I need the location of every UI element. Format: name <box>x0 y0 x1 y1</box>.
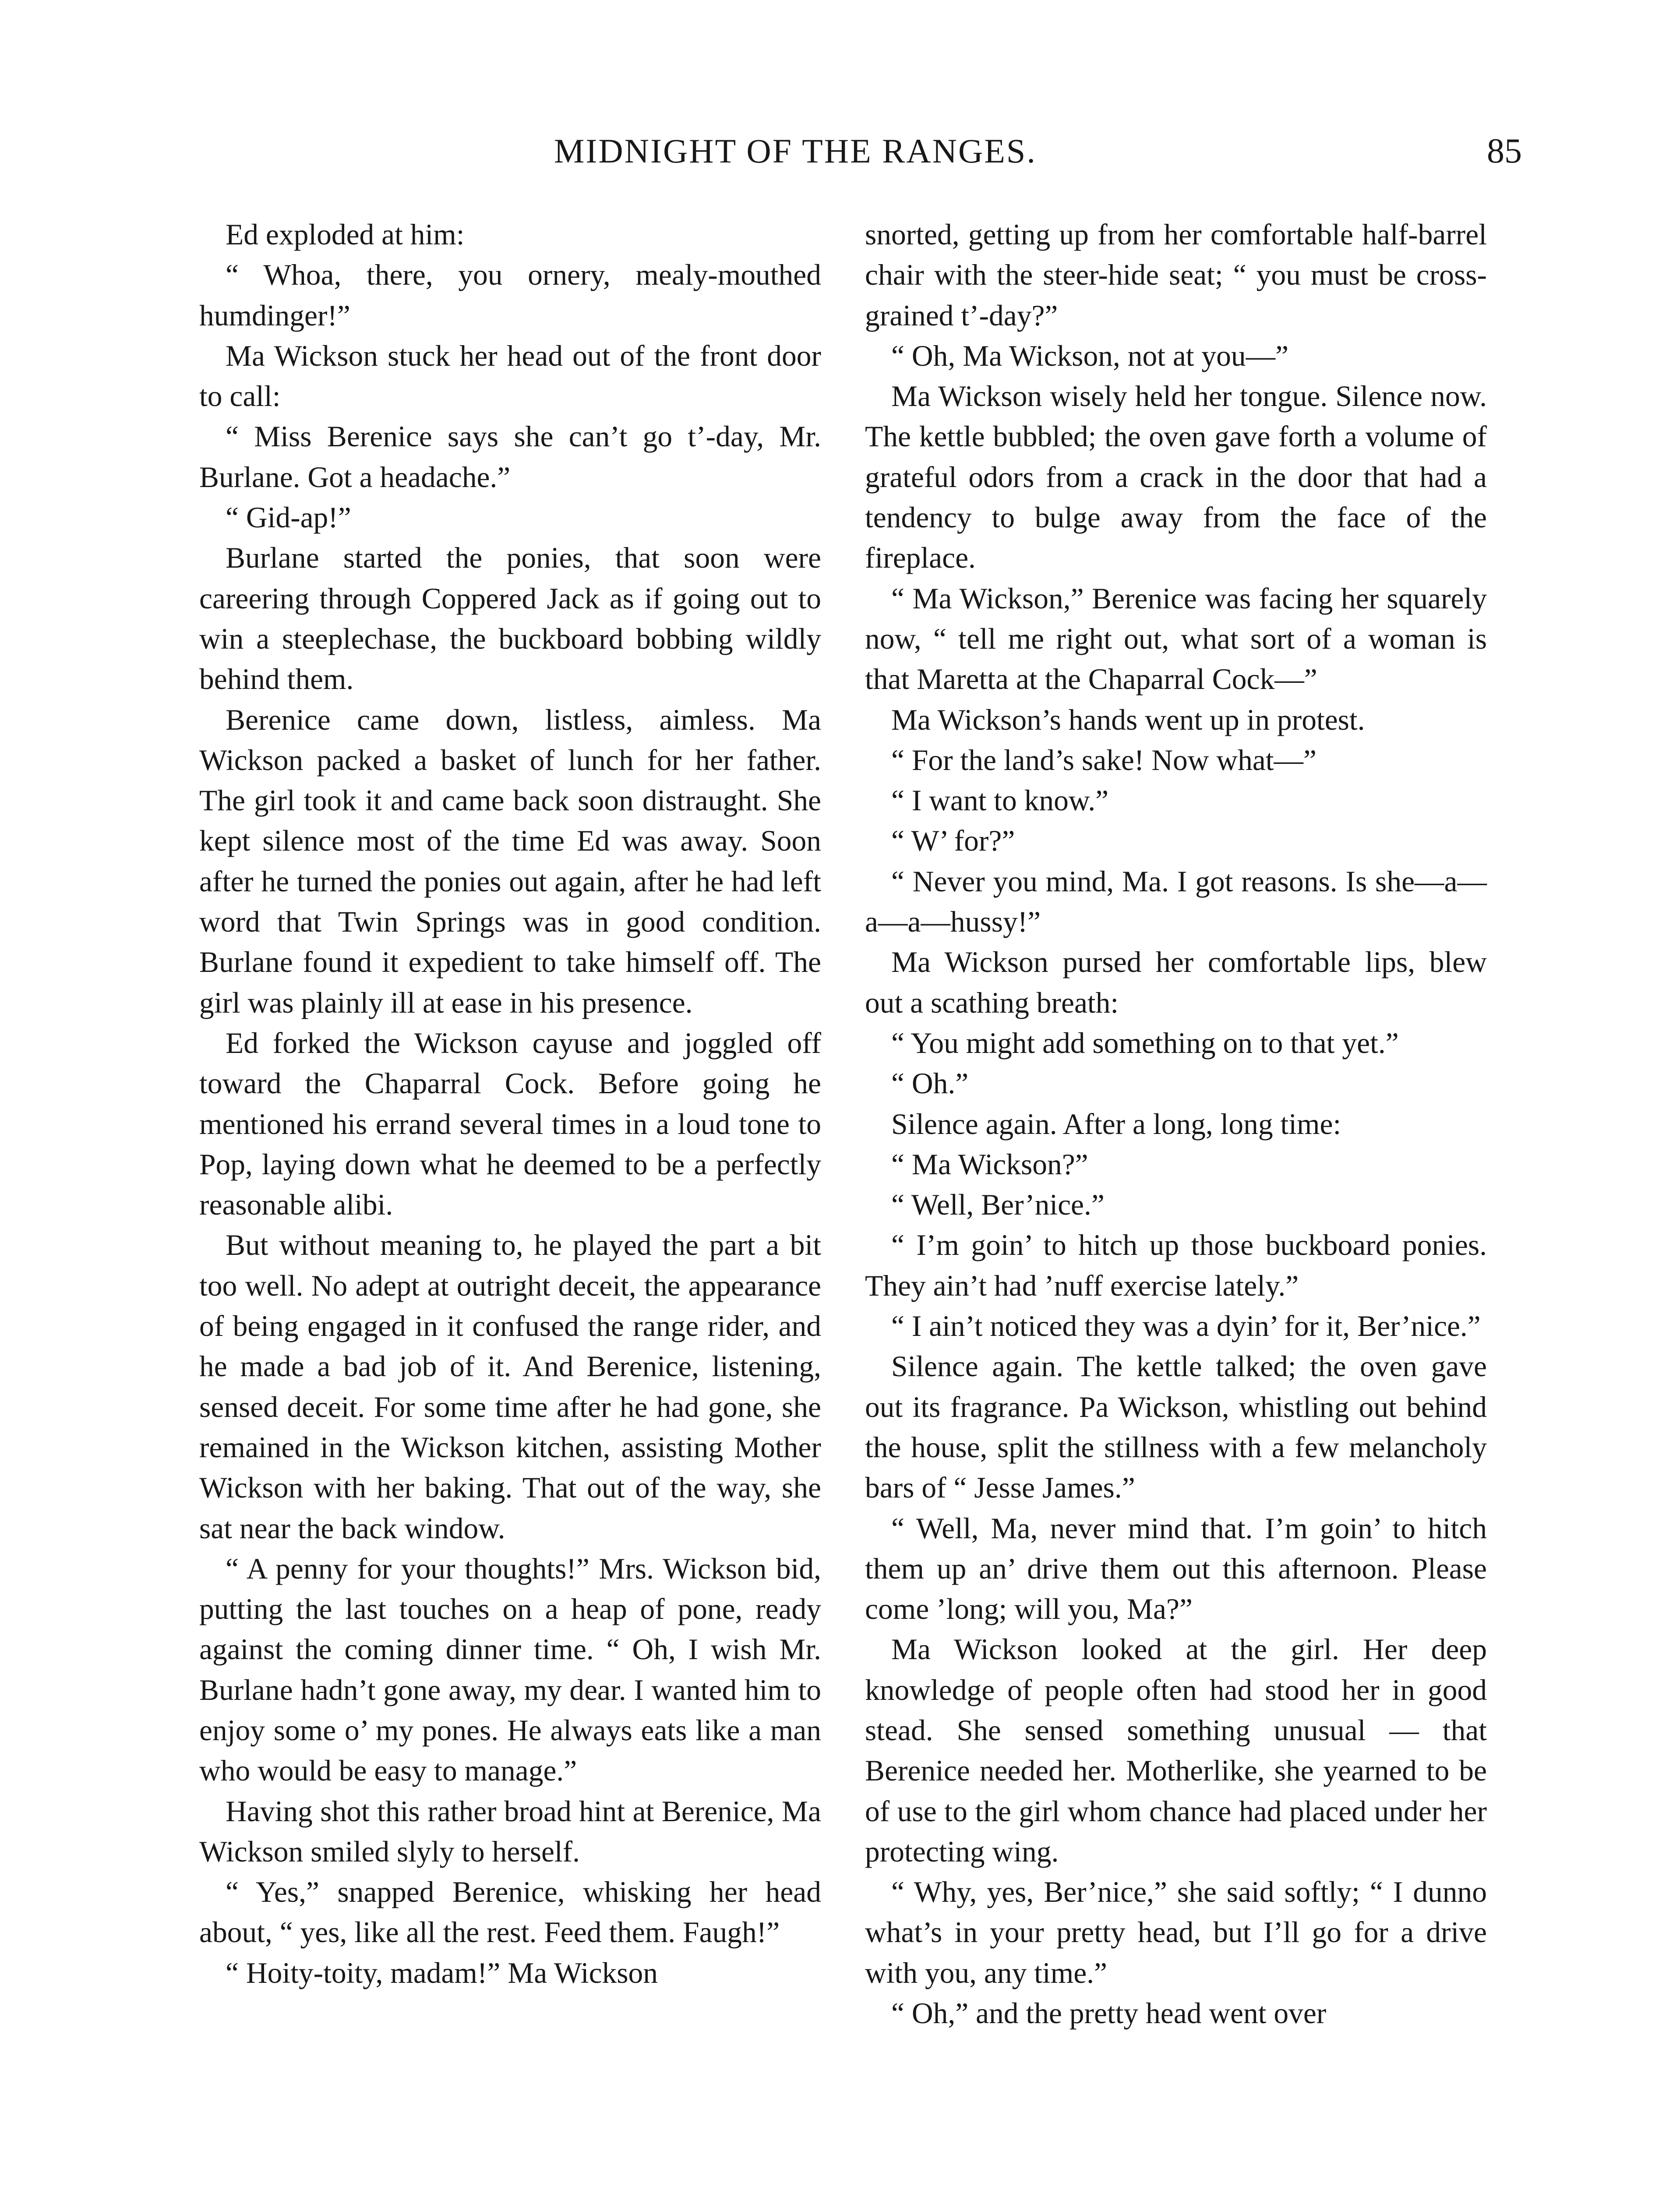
paragraph: “ Gid-ap!” <box>226 501 351 534</box>
paragraph: “ Miss Berenice says she can’t go t’-day, Mr. Burlane. Got a headache.” <box>199 420 821 494</box>
paragraph: “ For the land’s sake! Now what—” <box>891 743 1317 777</box>
paragraph: “ I’m goin’ to hitch up those buckboard ponies. They ain’t had ’nuff exercise lately.” <box>865 1229 1487 1302</box>
paragraph: Ma Wickson wisely held her tongue. Silence now. The kettle bubbled; the oven gave forth a volume of grateful odors from a crack in the door that had a tendency to bulge away from the face of the fireplace. <box>865 380 1487 575</box>
paragraph: “ Why, yes, Ber’nice,” she said softly; “ I dunno what’s in your pretty head, but I’ll go for a drive with you, any time.” <box>865 1876 1487 1989</box>
paragraph: “ You might add something on to that yet.” <box>891 1026 1399 1060</box>
paragraph: “ Hoity-toity, madam!” Ma Wickson <box>226 1956 658 1989</box>
paragraph: “ A penny for your thoughts!” Mrs. Wickson bid, putting the last touches on a heap of pone, ready against the coming dinner time. “ Oh, I wish Mr. Burlane hadn’t gone away, my dear. I wanted him to enjoy some o’ my pones. He always eats like a man who would be easy to manage.” <box>199 1552 821 1787</box>
paragraph: Ma Wickson pursed her comfortable lips, blew out a scathing breath: <box>865 946 1487 1019</box>
left-column <box>199 215 821 1993</box>
paragraph: Ma Wickson looked at the girl. Her deep knowledge of people often had stood her in good stead. She sensed something unusual — that Berenice needed her. Motherlike, she yearned to be of use to the girl whom chance had placed under her protecting wing. <box>865 1633 1487 1868</box>
paragraph: Ma Wickson’s hands went up in protest. <box>891 703 1365 736</box>
paragraph: “ W’ for?” <box>891 824 1015 858</box>
paragraph: Silence again. The kettle talked; the oven gave out its fragrance. Pa Wickson, whistling out behind the house, split the stillness with a few melancholy bars of “ Jesse James.” <box>865 1350 1487 1505</box>
page-number: 85 <box>1487 132 1522 170</box>
paragraph: “ I want to know.” <box>891 784 1109 817</box>
paragraph: Berenice came down, listless, aimless. Ma Wickson packed a basket of lunch for her father. The girl took it and came back soon distraught. She kept silence most of the time Ed was away. Soon after he turned the ponies out again, after he had left word that Twin Springs was in good condition. Burlane found it expedient to take himself off. The girl was plainly ill at ease in his presence. <box>199 703 821 1019</box>
paragraph: “ Yes,” snapped Berenice, whisking her head about, “ yes, like all the rest. Feed them. Faugh!” <box>199 1876 821 1949</box>
paragraph: “ Well, Ber’nice.” <box>891 1188 1105 1222</box>
paragraph: Having shot this rather broad hint at Berenice, Ma Wickson smiled slyly to herself. <box>199 1794 821 1868</box>
page-header <box>0 131 1680 184</box>
paragraph: “ Oh,” and the pretty head went over <box>891 1997 1327 2030</box>
paragraph: Ed forked the Wickson cayuse and joggled off toward the Chaparral Cock. Before going he mentioned his errand several times in a loud tone to Pop, laying down what he deemed to be a perfectly reasonable alibi. <box>199 1026 821 1222</box>
paragraph: Silence again. After a long, long time: <box>891 1107 1341 1141</box>
paragraph: “ Ma Wickson?” <box>891 1148 1088 1181</box>
paragraph: “ Oh.” <box>891 1067 969 1100</box>
paragraph: “ Ma Wickson,” Berenice was facing her squarely now, “ tell me right out, what sort of a woman is that Maretta at the Chaparral Cock—” <box>865 582 1487 696</box>
paragraph: Burlane started the ponies, that soon were careering through Coppered Jack as if going out to win a steeplechase, the buckboard bobbing wildly behind them. <box>199 541 821 696</box>
paragraph: But without meaning to, he played the part a bit too well. No adept at outright deceit, the appearance of being engaged in it confused the range rider, and he made a bad job of it. And Berenice, listening, sensed deceit. For some time after he had gone, she remained in the Wickson kitchen, assisting Mother Wickson with her baking. That out of the way, she sat near the back window. <box>199 1229 821 1545</box>
paragraph: “ Whoa, there, you ornery, mealy-mouthed humdinger!” <box>199 258 821 332</box>
right-column <box>865 215 1487 2034</box>
paragraph: “ Well, Ma, never mind that. I’m goin’ to hitch them up an’ drive them out this afternoon. Please come ’long; will you, Ma?” <box>865 1512 1487 1626</box>
paragraph: “ Oh, Ma Wickson, not at you—” <box>891 339 1289 372</box>
paragraph-continued: snorted, getting up from her comfortable half-barrel chair with the steer-hide seat; “ you must be cross-grained t’-day?” <box>865 218 1487 332</box>
paragraph: “ Never you mind, Ma. I got reasons. Is she—a—a—a—hussy!” <box>865 865 1487 939</box>
paragraph: Ma Wickson stuck her head out of the front door to call: <box>199 339 821 413</box>
paragraph: “ I ain’t noticed they was a dyin’ for it, Ber’nice.” <box>891 1310 1481 1343</box>
paragraph: Ed exploded at him: <box>226 218 465 251</box>
running-title: MIDNIGHT OF THE RANGES. <box>554 132 1037 170</box>
